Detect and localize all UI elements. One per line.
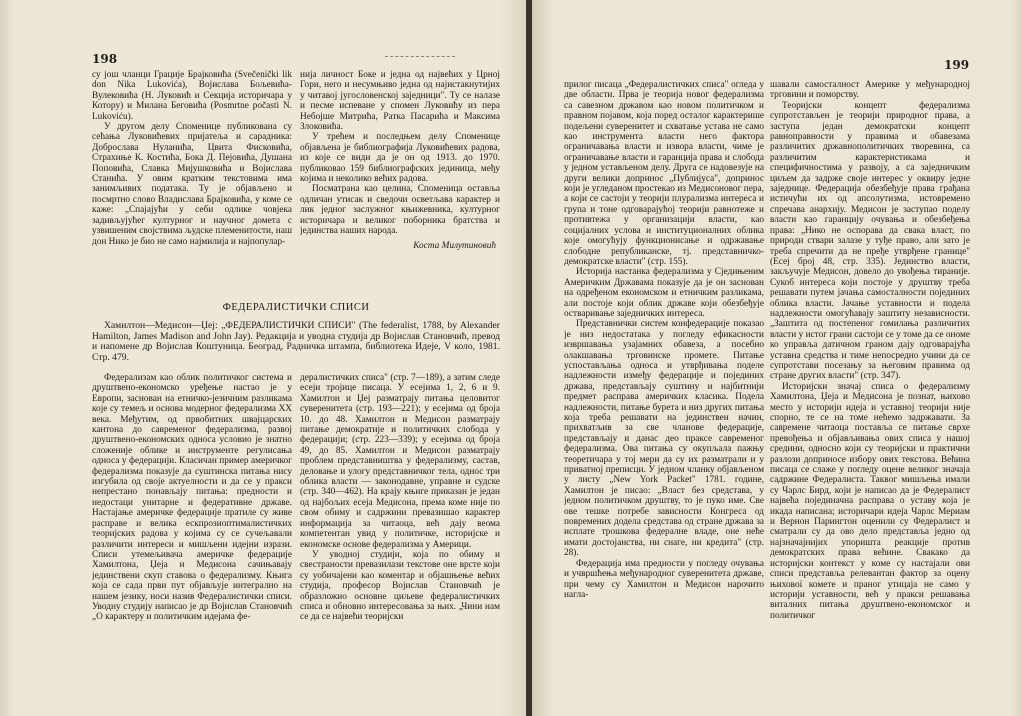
review-signature: Коста Милутиновић xyxy=(413,240,496,251)
paragraph: Историјски значај списа о федерализму Хамилтона, Џеја и Медисона је познат, њихово место у историји идеја и уставној теорији није спорно, те се на томе нећемо задржавати. За савремене читаоца поставља се питање сврхе превођења и објављивања ових списа у нашој средини, односно који су теоријски и практични разлози доприносе избору ових текстова. Већина писаца се слаже у погледу оцене великог значаја садржине Федералиста. Таквог мишљења имали су Чарлс Бирд, који је написао да је Федералист највећа појединачна расправа о уставу која је икада написана; историчари идеја Чарлс Мериам и Вернон Парингтон оценили су Федералист и сматрали су да ово дело представља једно од најзначајнијих упоришта реакције против демократских права већине. Свакако да историјски контекст у коме су настајали ови списи представља релевантан фактор за оцену њихової комете и праног утицаја не само у историји уставности, већ у пракси решавања виталних питања друштвено-економског и политичког xyxy=(770,381,970,621)
left-column-2 xyxy=(300,70,500,280)
book-gutter xyxy=(526,0,532,716)
paragraph: Федерација има предности у погледу очувања и учвршћења међународног суверенитета државе, при чему су Хамилтон и Медисон нарочито нагла- xyxy=(564,558,764,600)
paragraph: У трећем и последњем делу Споменице објављена је библиографија Луковићевих радова, из које се види да је он од 1913. до 1970. публиковао 159 библиографских јединица, међу којима и неколико већих радова. xyxy=(300,132,500,185)
page-number-right: 199 xyxy=(944,58,970,72)
paragraph: Посматрана као целина, Споменица оставља одличан утисак и сведочи осветљава карактер и лик једног заслужног књижевника, културног историчара и великог поборника братства и јединства наших народа. xyxy=(300,184,500,237)
paragraph: Историја настанка федерализма у Сједињеним Америчким Државама показује да је он заснован на одређеном економском и етничким разликама, али постоје који облик државе који обезбеђује остваривање заједничких интереса. xyxy=(564,267,764,319)
paragraph: Теоријски концепт федерализма супротстављен је теорији природног права, а заступа један демократски концепт равноправности у правима и обавезама различитих државнополитичких творевина, са различитим карактеристикама и специфичностима у развоју, а са заједничким циљем да задрже своје интерес у оквиру једне заједнице. Федерација обезбеђује права грађана истичући их од апсолутизма, истовремено спречава анархију. Медисон је заступао поделу власти као гаранцију очувања и обезбеђења права: „Нико не оспорава да свака власт, по природи ствари залазе у туђе право, али зато је треба спречити да не пређе утврђене границе" (Есеј број 48, стр. 335). Јединство власти, закључује Медисон, довело до увођења тираније. Сукоб интереса који постоје у друштву треба решавати путем јачања самосталности појединих облика власти. Јачање уставности и подела надлежности омогућавају заштиту независности. „Заштита од постепеног гомилања различитих власти у истог грани састоји се у томе да се ономе ко управља датичном граном дају одговарајућа уставна средства и тиме непосредно учини да се супротстави посезању за његовим правима од стране других власти" (стр. 347). xyxy=(770,100,970,382)
paragraph: су још чланци Грације Брајковића (Svečenički lik don Nika Lukovića), Војислава Бољевића-Вулековића (Н. Луковић и Секција историчара у Которy) и Милана Беговића (Posmrtne počasti N. Lukoviću). xyxy=(92,70,292,122)
paragraph: Федерализам као облик политичког система и друштвено-економско уређење настао је у Европи, заснован на етничко-језичним разликама које су темељ и основа модерног федерализма XX века. Међутим, од првобитних швајцарских кантона до савременог федерализма, развој друштвено-економских односа условио је знатно сложеније облике и инструменте регулисања односа у федерацији. Класичан пример америчког федерализма показује да суштинска питања нису изгубила од своје актуелности и да се у пракси непрестано понављају питања: предности и недостаци унитарне и федеративне државе. Настајање америчке федерације пратиле су живе расправе и велика ескпрозиоптималистичких теоријских радова у којима су се сучељавали различити интереси и мишљени идејни изрази. Списи утемељивача америчке федерације Хамилтона, Џеја и Медисона сачињавају јединствени скуп ставова о федерализму. Књига која се сада први пут објављује интегрално на нашем језику, носи назив Федералистички списи. Уводну студију написао је др Војислав Становчић „О карактеру и политичким идејама фе- xyxy=(92,373,292,623)
left-column-4 xyxy=(300,373,500,683)
top-margin-mark xyxy=(385,56,455,57)
paragraph: шавали самосталност Америке у међународној трговини и поморству. xyxy=(770,80,970,101)
left-column-1 xyxy=(92,70,292,280)
paragraph: У другом делу Споменице публикована су сећања Луковићевих пријатеља и сарадника: Доброслава Нуланића, Цвита Фисковића, Страхиње К. Костића, Бока Д. Пејовића, Душана Поповића, Славка Мијушковића и Војислава Станића. У овим кратким текстовима има занимљивих података. Ту је објављено и посмртно слово Владислава Брајковића, у коме се каже: „Спајајући у себи одлике човјека задивљујућег културног и научног домета с узвишеним својствима људске племенитости, наш дон Нико је био не само најмилија и најпопулар- xyxy=(92,122,292,247)
left-column-3 xyxy=(92,373,292,683)
paragraph: дералистичких списа" (стр. 7—189), а затим следе есеји тројице писаца. У есејима 1, 2, 6 и 9. Хамилтон и Џеј разматрају питања целовитог суверенитета (стр. 193—221); у есејима од броја 10. до 48. Хамилтон и Медисон разматрају питање демократије и политичких слобода у федерацији; (стр. 223—339); у есејима од броја 49, до 85. Хамилтон и Медисон разматрају проблем представништва у федерализму, састав, деловање и улогу представничког тела, однос три облика власти — законодавне, управне и судске (стр. 340—462). На крају књиге приказан је један од најбољих есеја Медисона, према коме није по свом обиму и садржини превазишао карактер информација за читаоца, већ дају веома компетентан увид у политичке, историјске и економске основе федерализма у Америци. xyxy=(300,373,500,550)
review-title: ФЕДЕРАЛИСТИЧКИ СПИСИ xyxy=(222,302,370,313)
paragraph: прилог писаца „Федералистичких списа" огледа у две области. Прва је теорија новог федерализма са савезном државом као новом политичком и правном појавом, која поред осталог карактерише подељени суверенитет и схватање устава не само као инструмента власти него фактора ограничавања власти и извора власти, чиме је ограничавање власти и гаранција права и слобода у једном устављеном делу. Друга се надовезује на други велики допринос „Публијуса", допринос који је угледаном простекао из Медисоновог пера, а који се састоји у теорији плурализма интереса и група и тоне одговарајућој теорији равнотеже и противтежа у организацији власти, као социјалних услова и институционалних облика које омогућују функционисање и одржавање слободне републиканске, тј. представничко-демократске власти" (стр. 155). xyxy=(564,80,764,267)
page-number-left: 198 xyxy=(92,52,118,66)
paragraph: Представнички систем конфедерације показао је низ недостатака у погледу ефикасности извршавања узајамних обавеза, а посебно олакшавања трговинске промете. Питање успостављања односа и утврђивања поделе надлежности између федерације и појединих држава, представљају суштину и најбитнији предмет расправа америчких класика. Подела надлежности, питање бурета и низ других питања која треба решавати на јединствен начин, прихватљив за све чланове федерације, представљају и данас део праксе савременог федерализма. Ова питања су окупљала пажњу теоретичара у тој мери да су их разматрали и у приватној преписци. У једном чланку објављеном у листу „New York Packet" 1781. године, Хамилтон је писао: „Власт без средстава, у једном политичком друштву, то је пуко име. Све ове тешке потребе зависности Конгреса од повремених додела средстава од стране држава за исплате трошкова федералне владе, оне неће имати достојанства, ни снаге, ни кредита" (стр. 28). xyxy=(564,319,764,559)
review-bibliography: Хамилтон—Медисон—Џеј: „ФЕДЕРАЛИСТИЧКИ СПИСИ" (The federalist, 1788, by Alexander Hamilton, James Madison and John Jay). Редакција и уводна студија др Војислав Становчић, превод и напомене др Војислав Коштуница. Београд, Радничка штампа, библиотека Идеје, V коло, 1981. Стр. 479. xyxy=(92,320,500,363)
paragraph: нија личност Боке и једна од највећих у Црној Гори, него и несумњиво једна од најистакнутијих у читавој југословенској заједници". Ту се налазе и песме испеване у спомен Луковићу из пера Небојше Митрића, Ратка Пасарића и Максима Злоковића. xyxy=(300,70,500,133)
paragraph: У уводној студији, која по обиму и свестраности превазилази текстове оне врсте који су уобичајени као коментар и објашњење већих студија, професор Војислав Становчић је образложио основне циљеве федералистичких списа и обновио интересовања за њих. „Чини нам се да се највећи теоријски xyxy=(300,549,500,623)
right-column-2 xyxy=(770,80,970,680)
right-column-1 xyxy=(564,80,764,680)
